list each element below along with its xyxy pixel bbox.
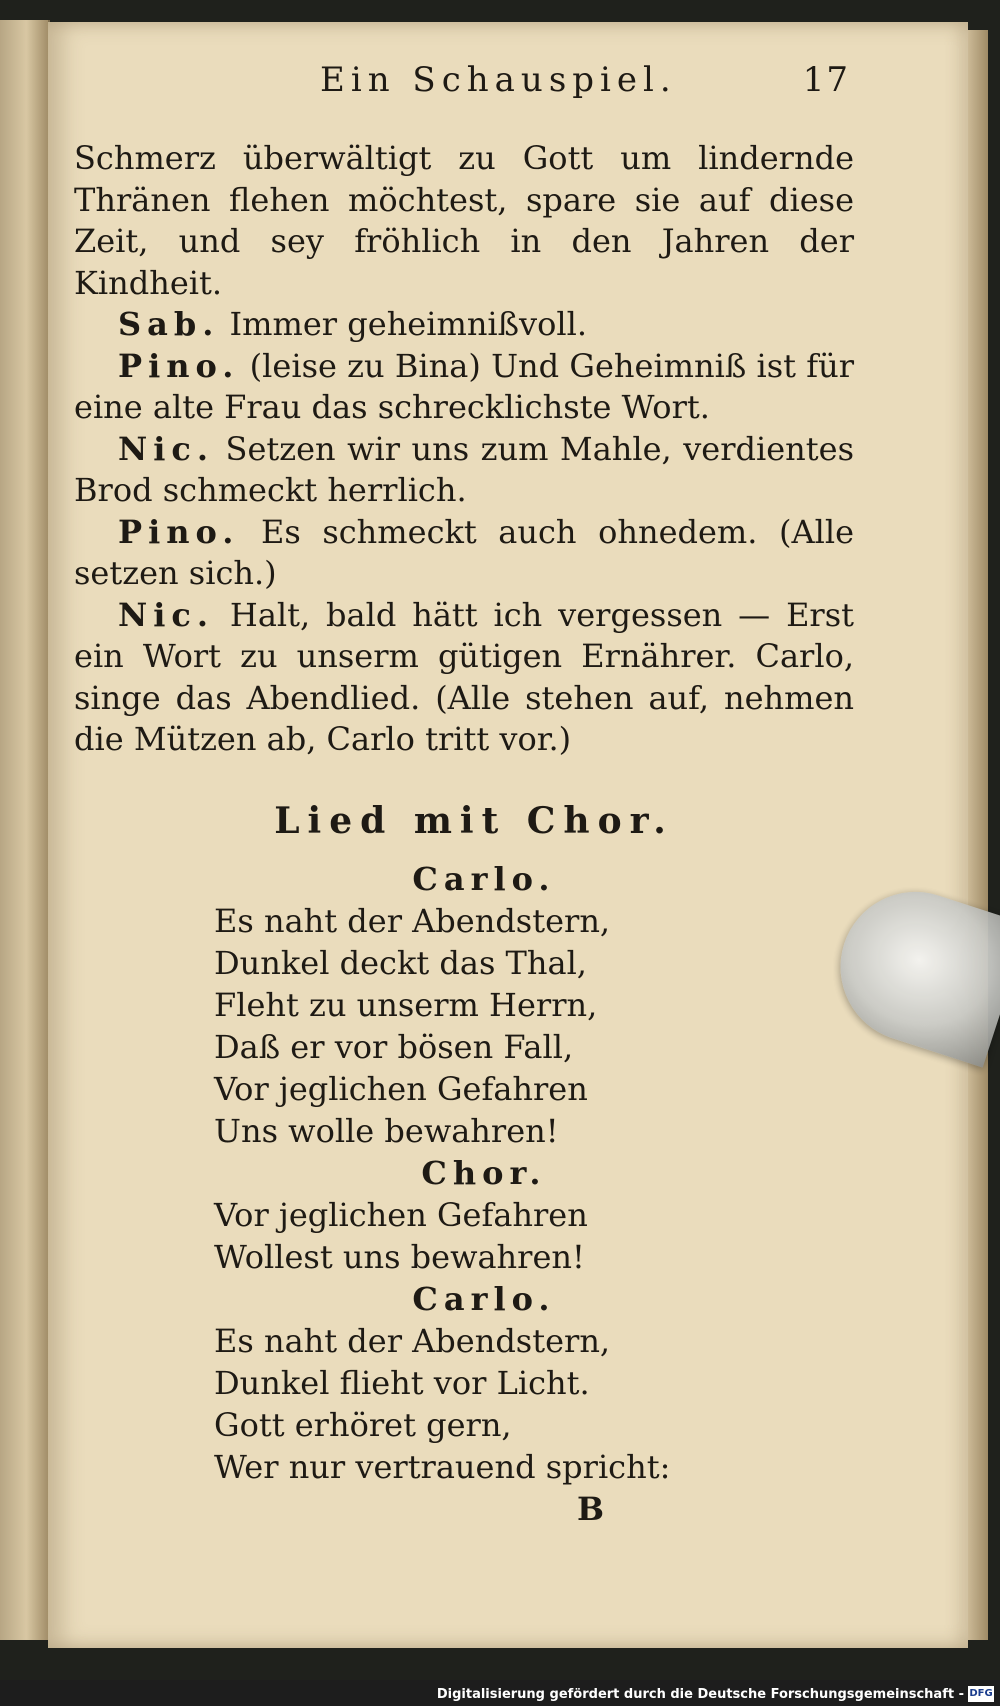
paragraph-text: Setzen wir uns zum Mahle, verdientes Brod schmeckt herrlich. <box>74 429 855 509</box>
running-title: Ein Schauspiel. <box>320 60 677 100</box>
verse-line: Vor jeglichen Gefahren <box>214 1069 588 1108</box>
speaker-label: Sab. <box>118 305 220 343</box>
speaker-label: Nic. <box>118 595 215 634</box>
song-speaker: Carlo. <box>412 1279 556 1318</box>
speaker-label: Pino. <box>118 346 240 385</box>
song-speaker: Chor. <box>421 1153 547 1192</box>
paragraph <box>74 346 854 429</box>
paragraph <box>74 595 854 761</box>
paragraph <box>74 138 854 304</box>
verse-line: Es naht der Abendstern, <box>214 1321 611 1360</box>
verse-line: Dunkel deckt das Thal, <box>214 943 587 982</box>
paragraph <box>74 304 854 346</box>
verse-line: Dunkel flieht vor Licht. <box>214 1363 590 1402</box>
verse-line: Daß er vor bösen Fall, <box>214 1027 574 1066</box>
digitization-credit: Digitalisierung gefördert durch die Deutsche Forschungsgemeinschaft - <box>436 1687 964 1702</box>
paragraph-text: Immer geheimnißvoll. <box>229 305 588 343</box>
song-title: Lied mit Chor. <box>274 799 674 842</box>
paragraph-text: Halt, bald hätt ich vergessen — Erst ein Wort zu unserm gütigen Ernährer. Carlo, singe das Abendlied. (Alle stehen auf, nehmen die Mützen ab, Carlo tritt vor.) <box>74 595 855 758</box>
verse-line: Gott erhöret gern, <box>214 1405 512 1444</box>
song-speaker: Carlo. <box>412 859 556 898</box>
catchword: B <box>576 1489 604 1528</box>
footer-bar <box>0 1680 1000 1706</box>
dfg-logo: DFG <box>968 1686 994 1702</box>
previous-page-edge <box>0 20 50 1640</box>
paragraph-text: (leise zu Bina) Und Geheimniß ist für eine alte Frau das schrecklichste Wort. <box>74 346 855 426</box>
verse-line: Wollest uns bewahren! <box>214 1237 585 1276</box>
paragraph-text: Schmerz überwältigt zu Gott um lindernde Thränen flehen möchtest, spare sie auf diese Zeit, und sey fröhlich in den Jahren der Kindheit. <box>74 139 854 302</box>
verse-line: Uns wolle bewahren! <box>214 1111 559 1150</box>
page-number: 17 <box>802 60 850 100</box>
verse-line: Fleht zu unserm Herrn, <box>214 985 598 1024</box>
verse-line: Es naht der Abendstern, <box>214 901 611 940</box>
speaker-label: Pino. <box>118 512 240 551</box>
running-head <box>74 60 854 138</box>
verse-line: Wer nur vertrauend spricht: <box>214 1447 671 1486</box>
page-text <box>74 60 854 1531</box>
paragraph <box>74 512 854 595</box>
page-fore-edge <box>968 30 988 1640</box>
paragraph-text: Es schmeckt auch ohnedem. (Alle setzen sich.) <box>74 512 855 592</box>
speaker-label: Nic. <box>118 429 215 468</box>
verse-line: Vor jeglichen Gefahren <box>214 1195 588 1234</box>
paragraph <box>74 429 854 512</box>
